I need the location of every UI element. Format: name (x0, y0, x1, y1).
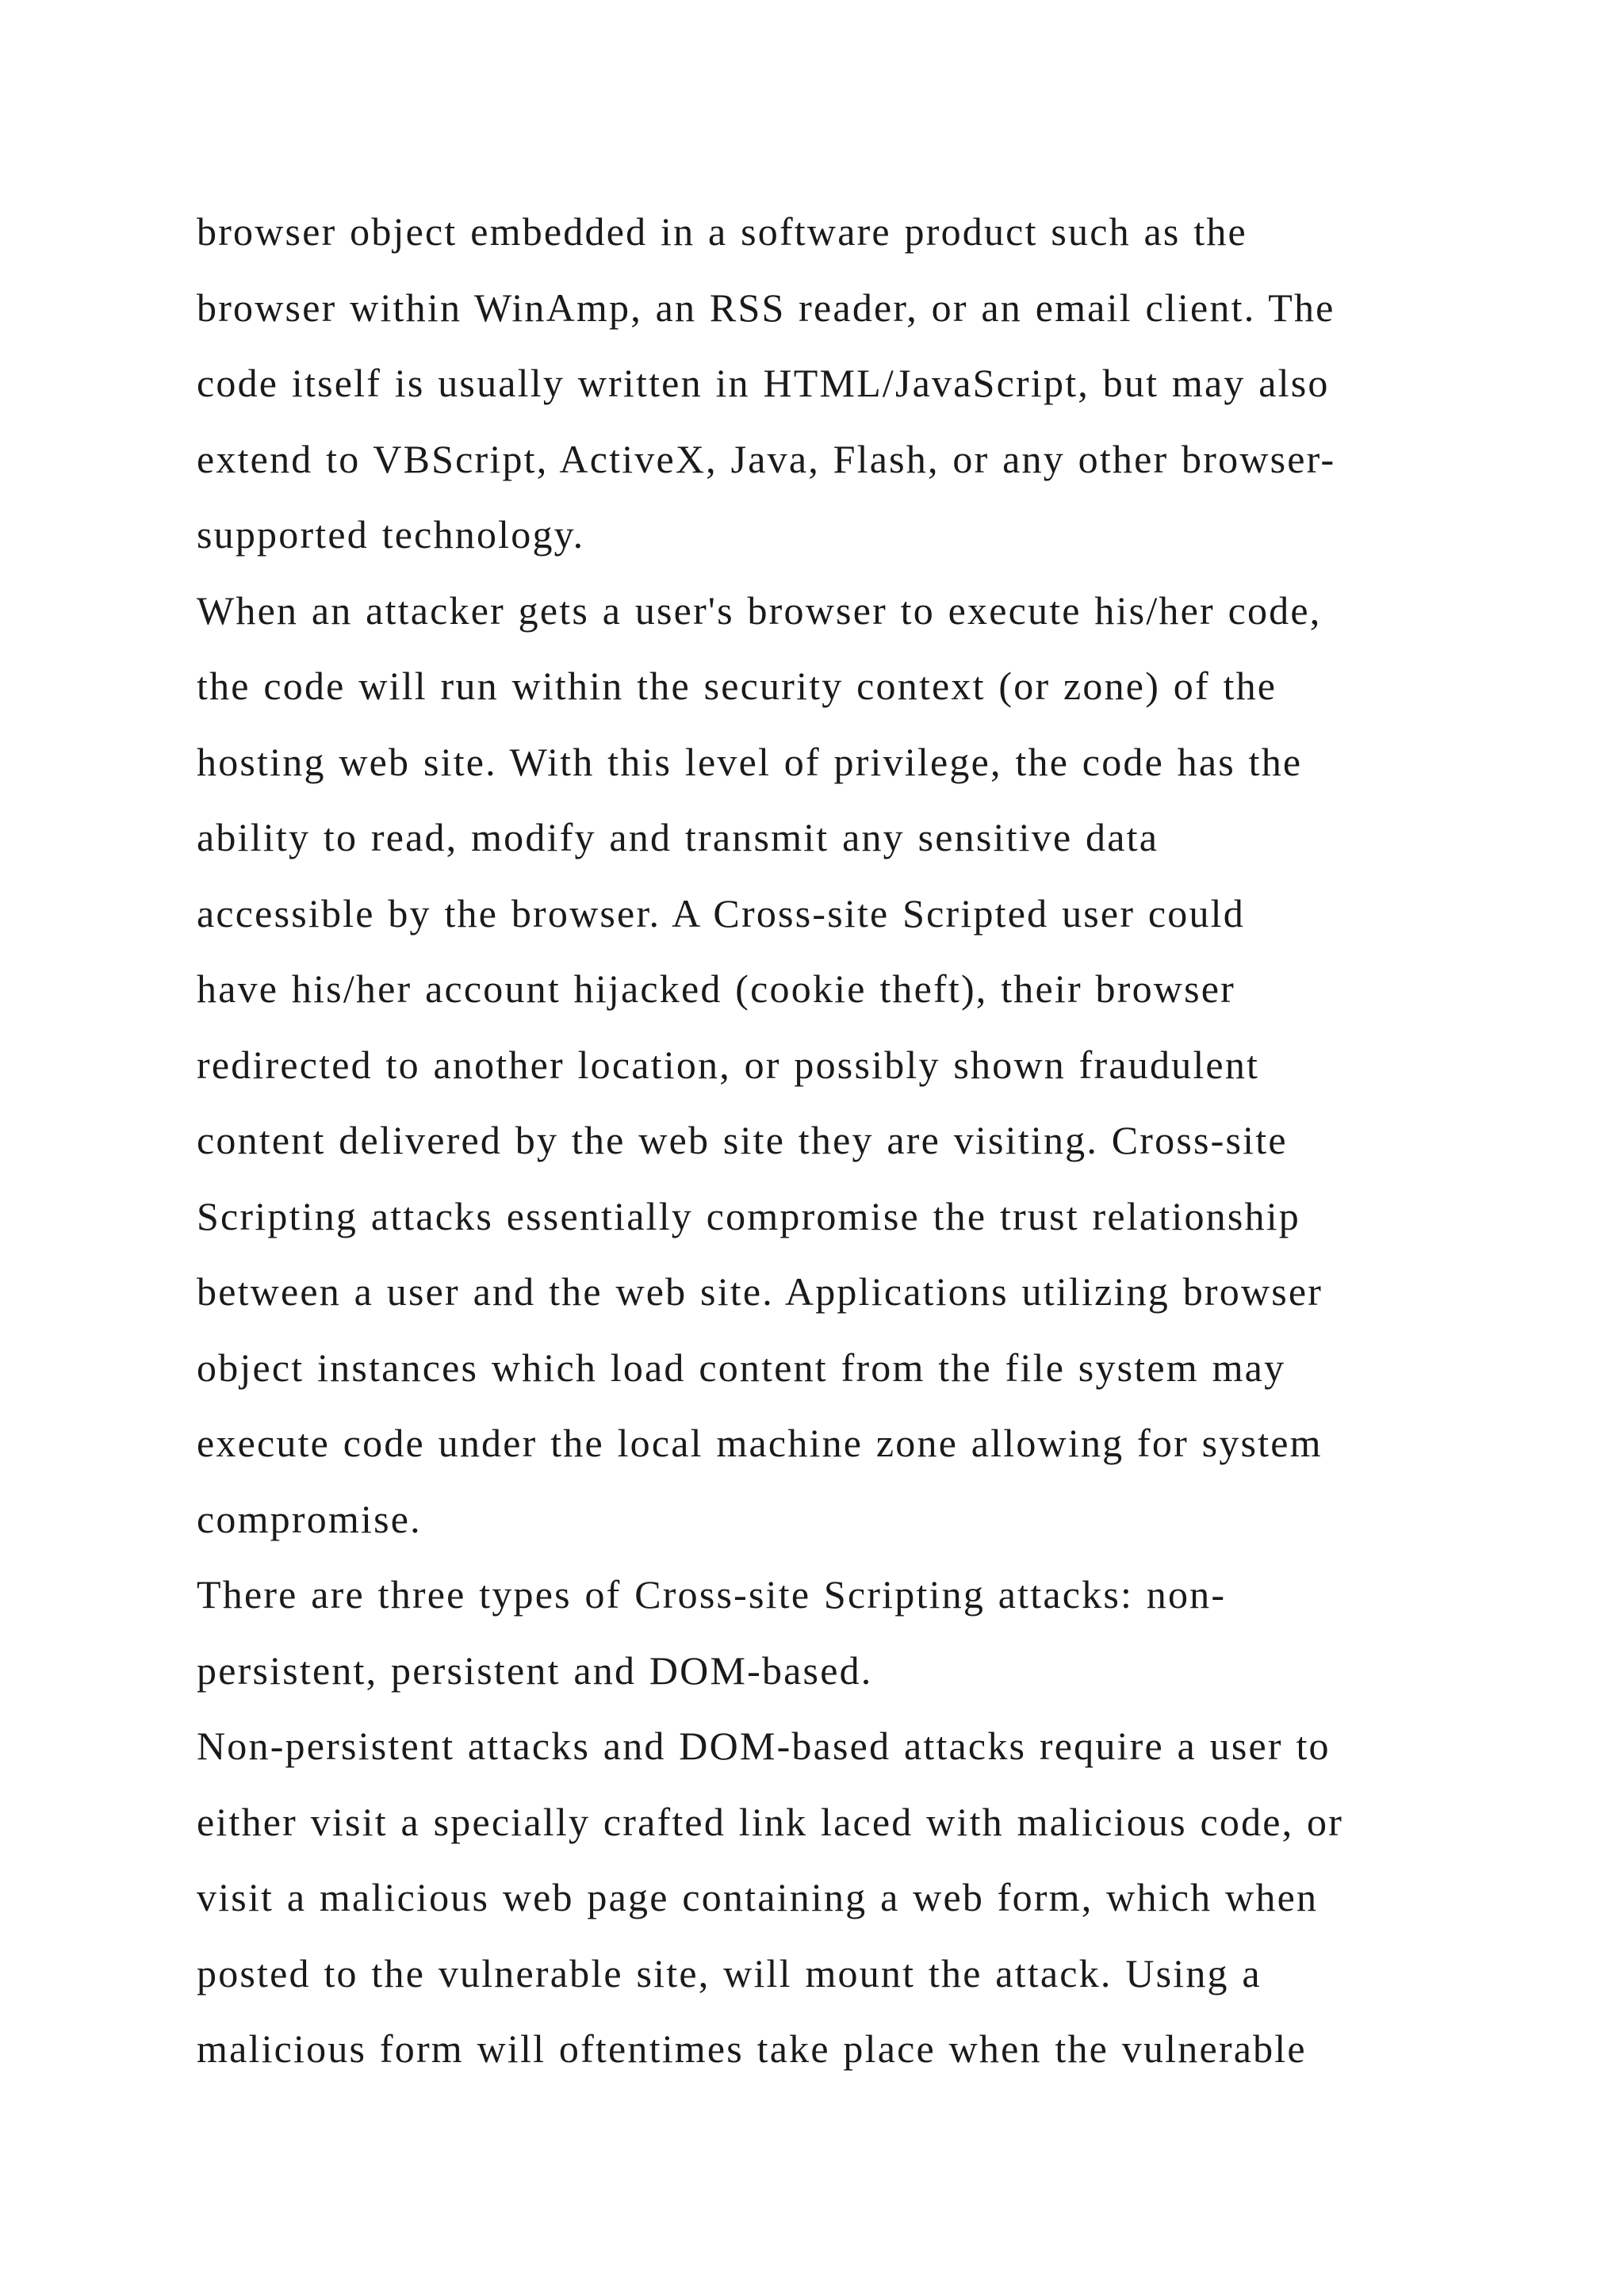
text-line: Scripting attacks essentially compromise the trust relationship (197, 1193, 1301, 1238)
text-line: extend to VBScript, ActiveX, Java, Flash, or any other browser- (197, 436, 1336, 481)
text-line: posted to the vulnerable site, will mount the attack. Using a (197, 1950, 1262, 1996)
body-text (197, 194, 1497, 2087)
text-line: There are three types of Cross-site Scripting attacks: non- (197, 1572, 1227, 1617)
text-line: accessible by the browser. A Cross-site Scripted user could (197, 890, 1245, 936)
text-line: Non-persistent attacks and DOM-based attacks require a user to (197, 1724, 1331, 1768)
text-line: either visit a specially crafted link laced with malicious code, or (197, 1799, 1344, 1844)
text-line: supported technology. (197, 512, 585, 557)
text-line: browser object embedded in a software product such as the (197, 209, 1247, 254)
text-line: code itself is usually written in HTML/JavaScript, but may also (197, 361, 1330, 405)
text-line: browser within WinAmp, an RSS reader, or an email client. The (197, 285, 1335, 330)
text-line: execute code under the local machine zone allowing for system (197, 1421, 1323, 1465)
text-line: have his/her account hijacked (cookie theft), their browser (197, 966, 1235, 1011)
text-line: the code will run within the security context (or zone) of the (197, 664, 1277, 708)
text-line: visit a malicious web page containing a web form, which when (197, 1875, 1319, 1919)
text-line: compromise. (197, 1496, 422, 1541)
text-line: ability to read, modify and transmit any sensitive data (197, 815, 1159, 859)
text-line: redirected to another location, or possibly shown fraudulent (197, 1042, 1260, 1087)
text-line: hosting web site. With this level of privilege, the code has the (197, 739, 1303, 784)
text-line: between a user and the web site. Applications utilizing browser (197, 1269, 1323, 1314)
text-line: malicious form will oftentimes take place when the vulnerable (197, 2026, 1307, 2071)
text-line: persistent, persistent and DOM-based. (197, 1647, 873, 1693)
text-line: When an attacker gets a user's browser to execute his/her code, (197, 587, 1322, 633)
text-line: content delivered by the web site they are visiting. Cross-site (197, 1118, 1288, 1162)
text-line: object instances which load content from the file system may (197, 1345, 1286, 1390)
